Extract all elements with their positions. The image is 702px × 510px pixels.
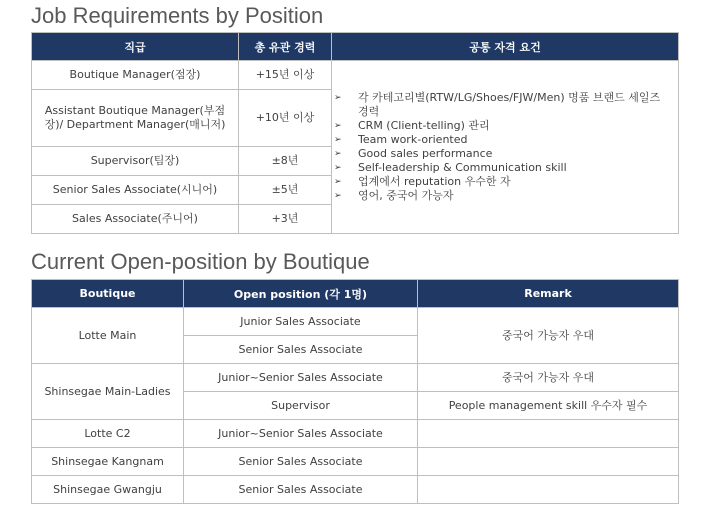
requirement-text: Team work-oriented [358,133,468,146]
arrow-bullet-icon: ➢ [334,163,342,173]
position-cell: Sales Associate(주니어) [32,205,239,234]
table-row [32,61,679,90]
requirements-list [334,91,672,203]
requirement-text: 각 카테고리별(RTW/LG/Shoes/FJW/Men) 명품 브랜드 세일즈 경력 [358,91,661,118]
open-position-cell: Supervisor [184,392,418,420]
open-position-cell: Senior Sales Associate [184,336,418,364]
requirement-text: 영어, 중국어 가능자 [358,189,454,202]
table-row [32,364,679,392]
experience-cell: ±5년 [239,176,332,205]
list-item [334,133,672,147]
remark-cell [418,448,679,476]
boutique-cell: Shinsegae Kangnam [32,448,184,476]
remark-cell: 중국어 가능자 우대 [418,364,679,392]
header-open-position: Open position (각 1명) [184,280,418,308]
experience-cell: +15년 이상 [239,61,332,90]
job-requirements-table [31,32,679,234]
position-cell: Senior Sales Associate(시니어) [32,176,239,205]
table-row [32,448,679,476]
open-positions-title: Current Open-position by Boutique [31,249,370,274]
requirement-text: Self-leadership & Communication skill [358,161,567,174]
open-position-cell: Junior~Senior Sales Associate [184,420,418,448]
job-requirements-title: Job Requirements by Position [31,3,324,28]
remark-cell [418,476,679,504]
position-cell: Supervisor(팀장) [32,147,239,176]
table-header-row [32,280,679,308]
header-common-requirements: 공통 자격 요건 [332,33,679,61]
open-position-cell: Senior Sales Associate [184,476,418,504]
table-header-row [32,33,679,61]
common-requirements-cell [332,61,679,234]
header-remark: Remark [418,280,679,308]
arrow-bullet-icon: ➢ [334,149,342,159]
boutique-cell: Shinsegae Main-Ladies [32,364,184,420]
open-position-cell: Junior~Senior Sales Associate [184,364,418,392]
requirement-text: 업계에서 reputation 우수한 자 [358,175,511,188]
arrow-bullet-icon: ➢ [334,191,342,201]
requirement-text: CRM (Client-telling) 관리 [358,119,490,132]
table-row [32,420,679,448]
remark-cell: People management skill 우수자 필수 [418,392,679,420]
header-position: 직급 [32,33,239,61]
experience-cell: +10년 이상 [239,90,332,147]
list-item [334,119,672,133]
list-item [334,147,672,161]
list-item [334,189,672,203]
open-position-cell: Junior Sales Associate [184,308,418,336]
table-row [32,308,679,336]
position-cell: Boutique Manager(점장) [32,61,239,90]
boutique-cell: Lotte Main [32,308,184,364]
remark-cell: 중국어 가능자 우대 [418,308,679,364]
open-position-cell: Senior Sales Associate [184,448,418,476]
remark-cell [418,420,679,448]
list-item [334,161,672,175]
header-experience: 총 유관 경력 [239,33,332,61]
experience-cell: ±8년 [239,147,332,176]
requirement-text: Good sales performance [358,147,493,160]
list-item [334,91,672,119]
arrow-bullet-icon: ➢ [334,177,342,187]
open-positions-table [31,279,679,504]
boutique-cell: Shinsegae Gwangju [32,476,184,504]
arrow-bullet-icon: ➢ [334,93,342,103]
arrow-bullet-icon: ➢ [334,135,342,145]
header-boutique: Boutique [32,280,184,308]
experience-cell: +3년 [239,205,332,234]
boutique-cell: Lotte C2 [32,420,184,448]
arrow-bullet-icon: ➢ [334,121,342,131]
list-item [334,175,672,189]
table-row [32,476,679,504]
position-cell: Assistant Boutique Manager(부점장)/ Department Manager(매니저) [32,90,239,147]
